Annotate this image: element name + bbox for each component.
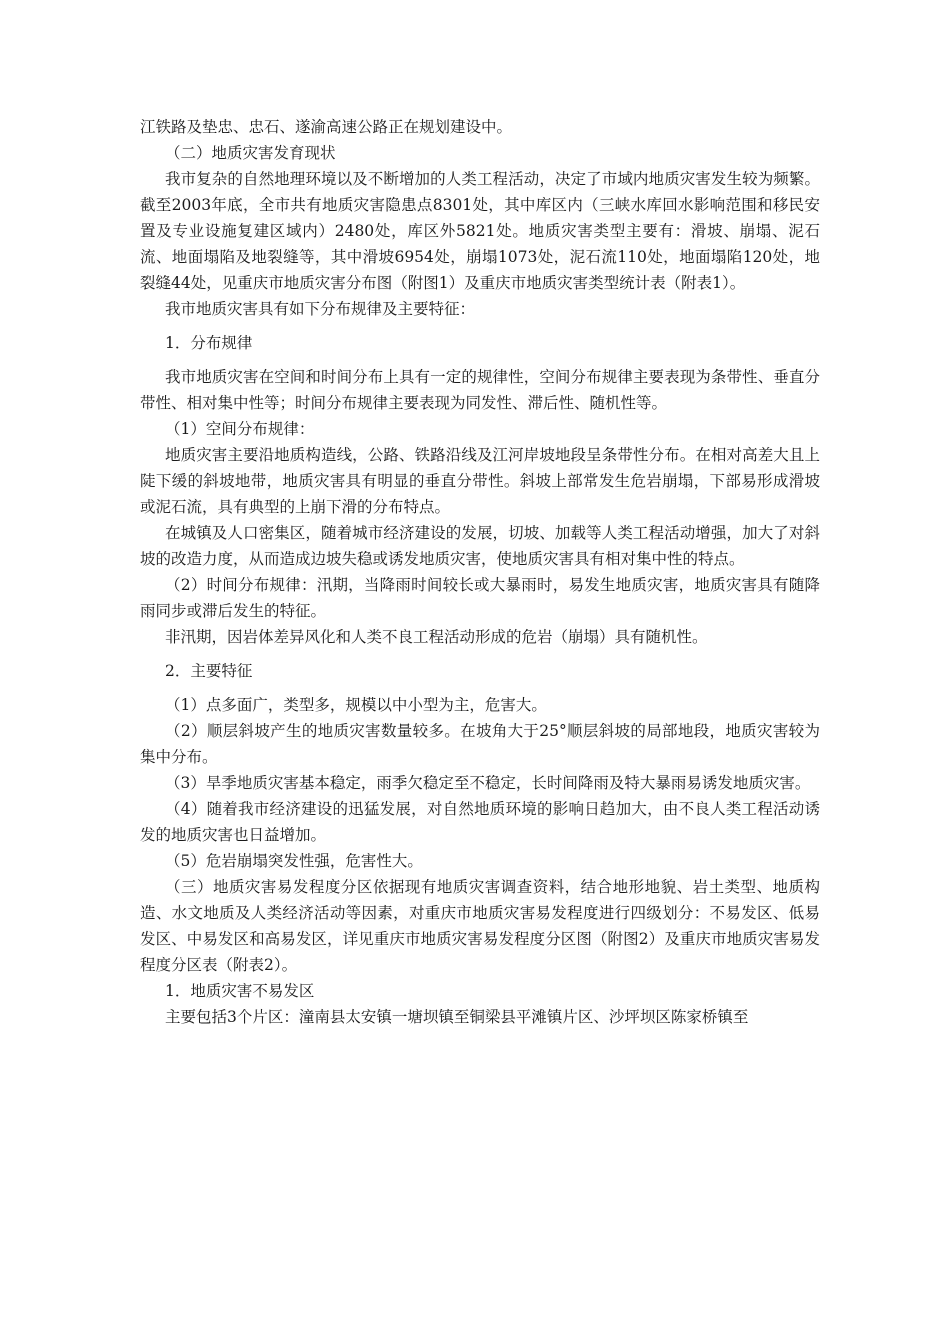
paragraph: （4）随着我市经济建设的迅猛发展，对自然地质环境的影响日趋加大，由不良人类工程活动诱发的地质灾害也日益增加。 — [140, 800, 820, 844]
paragraph: （1）点多面广，类型多，规模以中小型为主，危害大。 — [165, 696, 547, 714]
paragraph: 我市地质灾害在空间和时间分布上具有一定的规律性，空间分布规律主要表现为条带性、垂直分带性、相对集中性等；时间分布规律主要表现为同发性、滞后性、随机性等。 — [140, 368, 820, 412]
paragraph: （1）空间分布规律： — [165, 420, 315, 438]
paragraph: 我市地质灾害具有如下分布规律及主要特征： — [165, 300, 476, 318]
paragraph: （3）旱季地质灾害基本稳定，雨季欠稳定至不稳定，长时间降雨及特大暴雨易诱发地质灾害。 — [165, 774, 811, 792]
paragraph: （2）顺层斜坡产生的地质灾害数量较多。在坡角大于25°顺层斜坡的局部地段，地质灾害较为集中分布。 — [140, 722, 820, 766]
paragraph: 在城镇及人口密集区，随着城市经济建设的发展，切坡、加载等人类工程活动增强，加大了对斜坡的改造力度，从而造成边坡失稳或诱发地质灾害，使地质灾害具有相对集中性的特点。 — [140, 524, 820, 568]
paragraph: 非汛期，因岩体差异风化和人类不良工程活动形成的危岩（崩塌）具有随机性。 — [165, 628, 708, 646]
paragraph: 1．地质灾害不易发区 — [165, 982, 315, 1000]
paragraph: 主要包括3个片区：潼南县太安镇一塘坝镇至铜梁县平滩镇片区、沙坪坝区陈家桥镇至 — [165, 1008, 749, 1026]
paragraph: （5）危岩崩塌突发性强，危害性大。 — [165, 852, 423, 870]
paragraph: 1．分布规律 — [165, 334, 253, 352]
paragraph: （三）地质灾害易发程度分区依据现有地质灾害调查资料，结合地形地貌、岩土类型、地质构造、水文地质及人类经济活动等因素，对重庆市地质灾害易发程度进行四级划分：不易发区、低易发区、中易发区和高易发区，详见重庆市地质灾害易发程度分区图（附图2）及重庆市地质灾害易发程度分区表（附表2）。 — [140, 878, 820, 974]
paragraph: 我市复杂的自然地理环境以及不断增加的人类工程活动，决定了市域内地质灾害发生较为频繁。截至2003年底，全市共有地质灾害隐患点8301处，其中库区内（三峡水库回水影响范围和移民安置及专业设施复建区域内）2480处，库区外5821处。地质灾害类型主要有：滑坡、崩塌、泥石流、地面塌陷及地裂缝等，其中滑坡6954处，崩塌1073处，泥石流110处，地面塌陷120处，地裂缝44处，见重庆市地质灾害分布图（附图1）及重庆市地质灾害类型统计表（附表1）。 — [140, 170, 820, 292]
paragraph: 地质灾害主要沿地质构造线，公路、铁路沿线及江河岸坡地段呈条带性分布。在相对高差大且上陡下缓的斜坡地带，地质灾害具有明显的垂直分带性。斜坡上部常发生危岩崩塌，下部易形成滑坡或泥石流，具有典型的上崩下滑的分布特点。 — [140, 446, 820, 516]
document-body — [140, 114, 820, 1030]
paragraph: （二）地质灾害发育现状 — [165, 144, 336, 162]
paragraph: 江铁路及垫忠、忠石、遂渝高速公路正在规划建设中。 — [140, 118, 513, 136]
paragraph: 2．主要特征 — [165, 662, 253, 680]
paragraph: （2）时间分布规律：汛期，当降雨时间较长或大暴雨时，易发生地质灾害，地质灾害具有随降雨同步或滞后发生的特征。 — [140, 576, 820, 620]
